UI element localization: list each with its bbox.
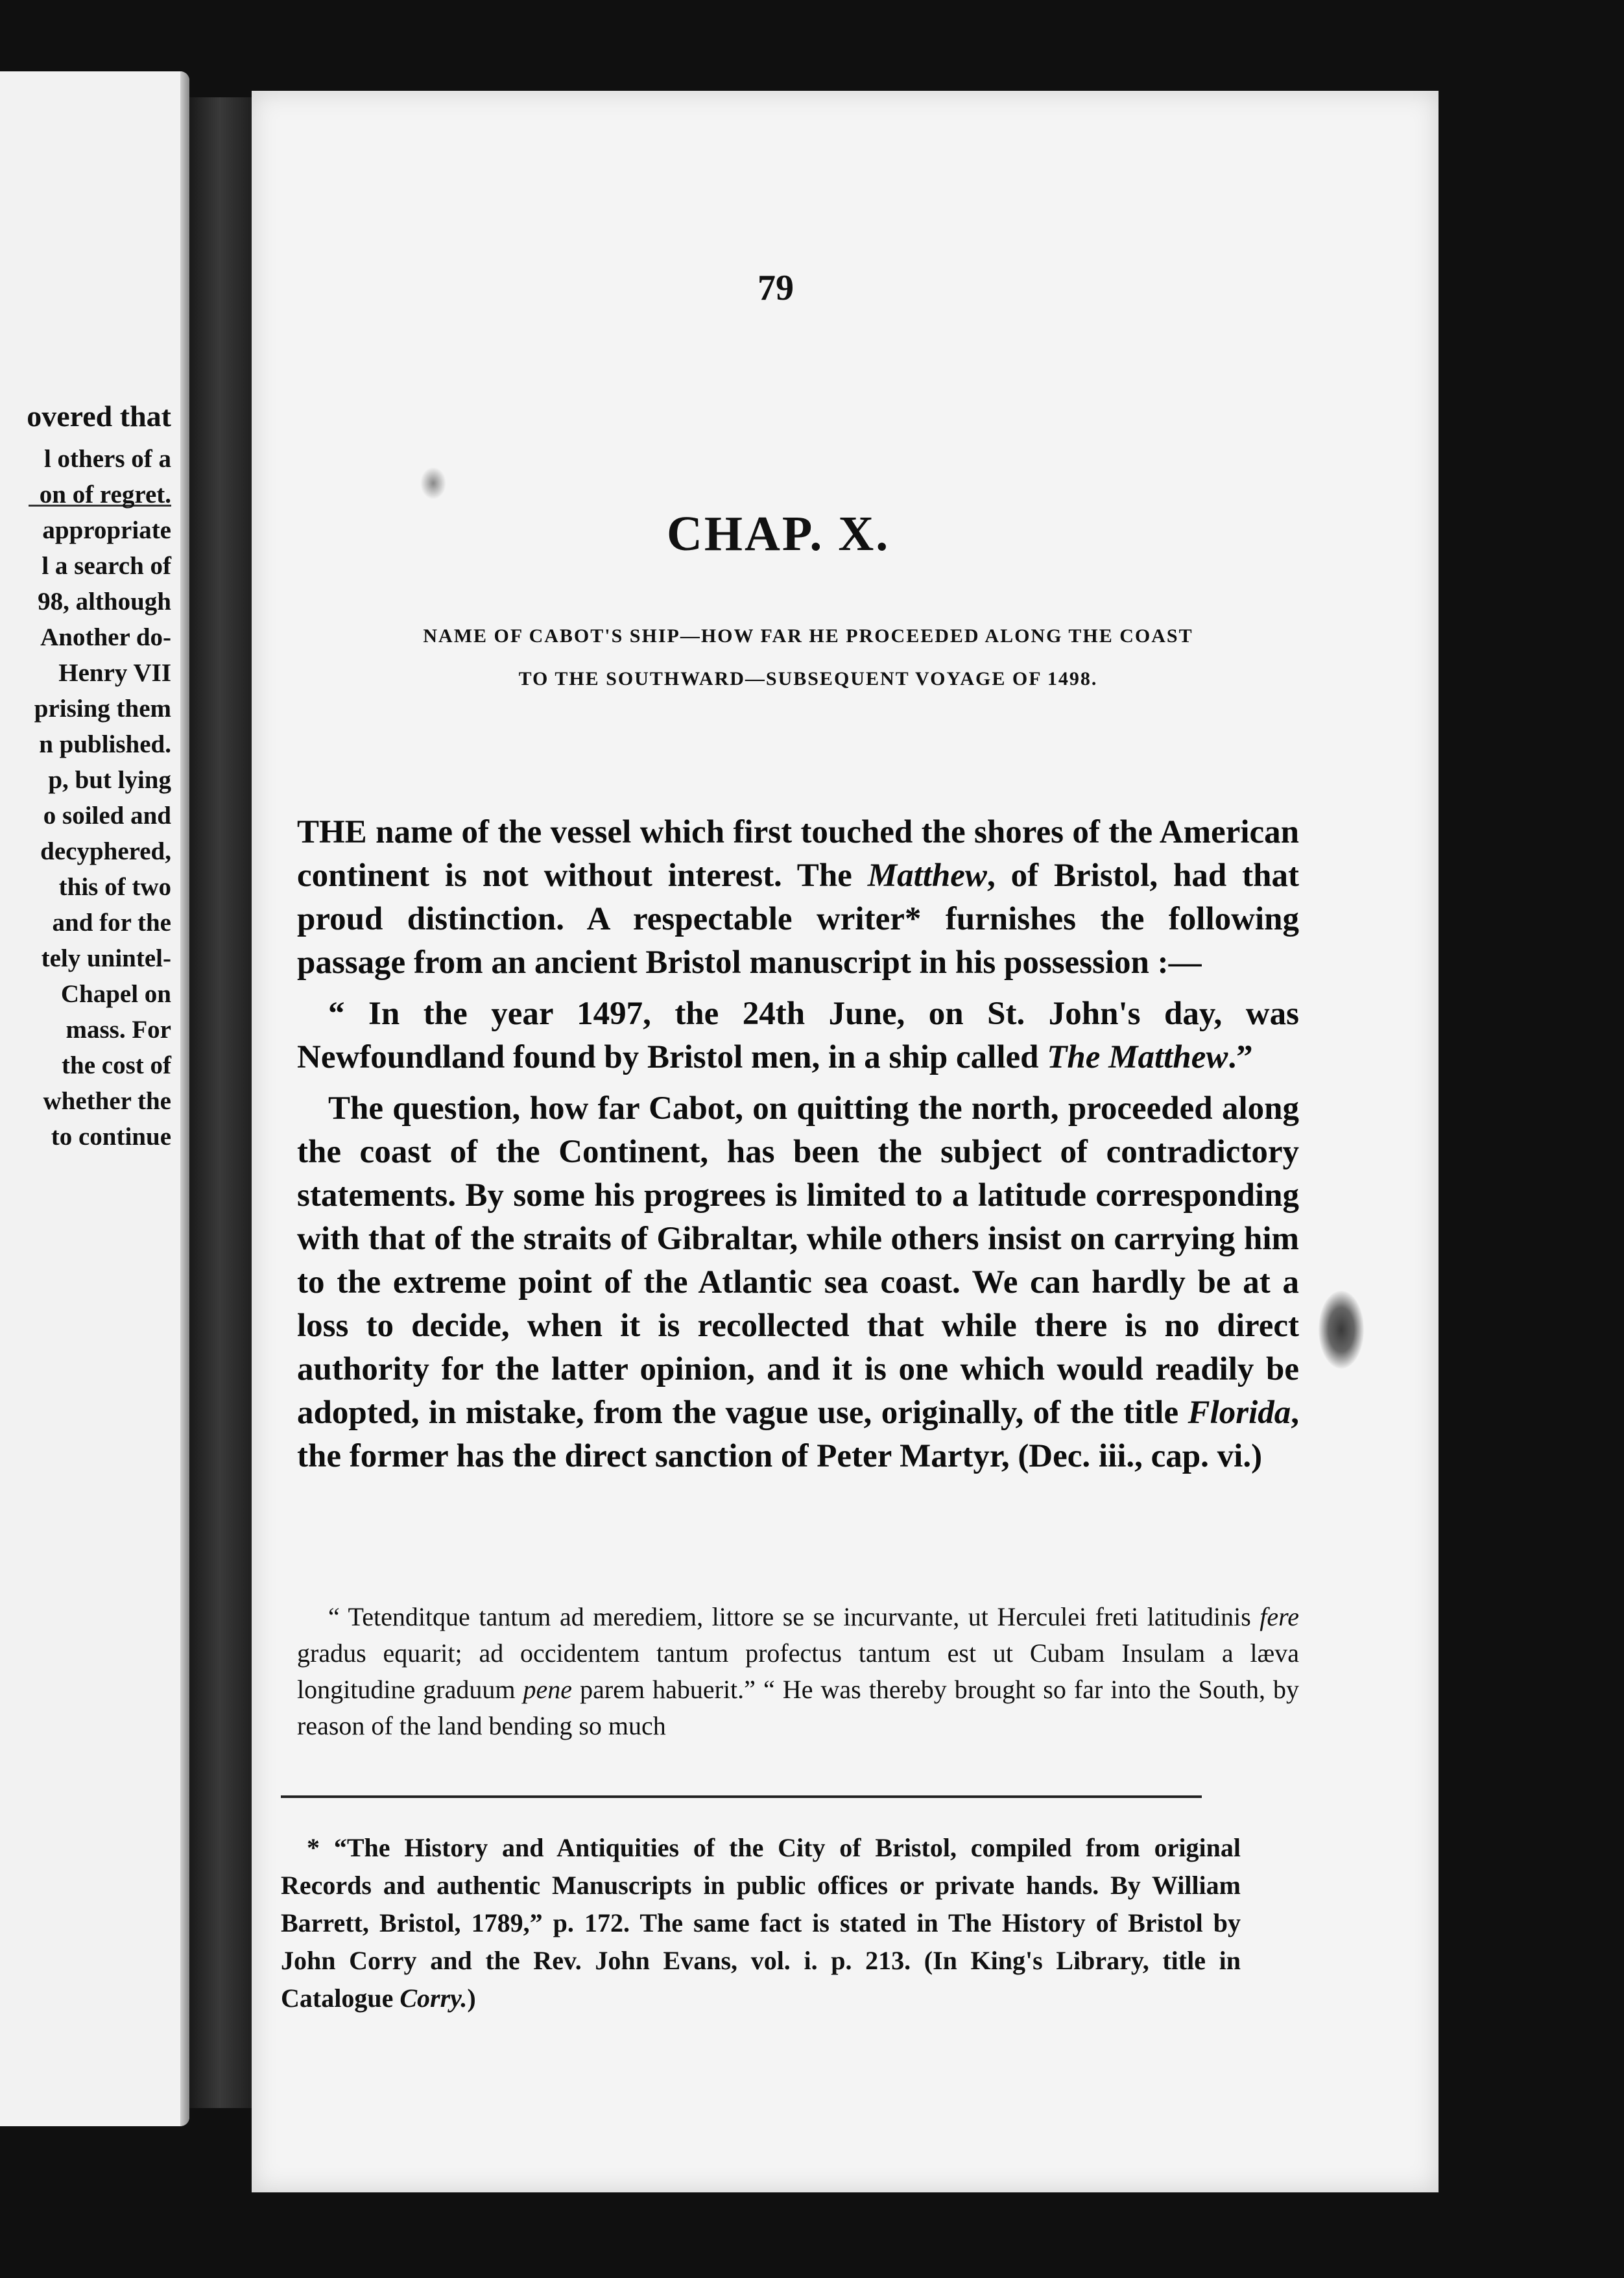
book-gutter (189, 97, 257, 2108)
ship-name: Matthew (867, 857, 987, 894)
latin-quotation (297, 1599, 1299, 1744)
place-name: Florida (1188, 1395, 1291, 1431)
left-line: p, but lying (48, 766, 171, 794)
chapter-title: CHAP. X. (667, 507, 890, 561)
left-line: mass. For (66, 1016, 171, 1044)
subtitle-line: NAME OF CABOT'S SHIP—HOW FAR HE PROCEEDED ALONG THE COAST (423, 625, 1193, 647)
ink-smudge (1319, 1291, 1364, 1369)
italic-word: fere (1260, 1602, 1299, 1631)
book-page (252, 91, 1439, 2192)
left-line: Chapel on (60, 980, 171, 1008)
left-line: the cost of (62, 1051, 171, 1079)
left-line: appropriate (42, 516, 171, 544)
text-run: parem habuerit.” “ He was thereby brought so far into the South, by reason of the land bending so much (297, 1675, 1299, 1740)
main-text (297, 811, 1299, 1478)
left-page-edge (180, 71, 189, 2126)
text-run: ) (467, 1984, 476, 2013)
ink-smudge (420, 467, 446, 499)
quotation (297, 992, 1299, 1079)
paragraph (297, 1599, 1299, 1744)
paragraph (297, 1087, 1299, 1478)
facing-page-left (0, 71, 189, 2126)
left-line: decyphered, (40, 837, 171, 865)
text-run: “ Tetenditque tantum ad merediem, littore se se incurvante, ut Herculei freti latitudinis (328, 1602, 1260, 1631)
footnote (281, 1829, 1241, 2017)
left-line: l a search of (42, 552, 171, 580)
ship-name: The Matthew (1047, 1039, 1228, 1075)
left-line: whether the (43, 1087, 171, 1115)
text-run: gradus equarit; ad occidentem tantum profectus tantum est ut Cubam Insulam a læva longitudine graduum (297, 1638, 1299, 1704)
left-line: n published. (39, 730, 171, 758)
left-page-text (0, 441, 171, 1155)
left-line: 98, although (38, 588, 171, 616)
left-line: l others of a (43, 445, 171, 473)
left-line: o soiled and (43, 802, 171, 830)
left-line: prising them (34, 695, 171, 723)
text-run: .” (1228, 1039, 1253, 1075)
left-page-heading-fragment: overed that (27, 400, 171, 433)
text-run: “ In the year 1497, the 24th June, on St. John's day, was Newfoundland found by Bristol men, in a ship called (297, 996, 1299, 1075)
italic-word: pene (523, 1675, 573, 1704)
paragraph (297, 811, 1299, 985)
left-line: and for the (52, 909, 171, 937)
left-line: on of regret. (39, 481, 171, 509)
text-run: * “The History and Antiquities of the City of Bristol, compiled from original Records and authentic Manuscripts in public offices or private hands. By William Barrett, Bristol, 1789,” p. 172. The same fact is stated in The History of Bristol by John Corry and the Rev. John Evans, vol. i. p. 213. (In King's Library, title in Catalogue (281, 1833, 1241, 2013)
text-run: The question, how far Cabot, on quitting the north, proceeded along the coast of the Continent, has been the subject of contradictory statements. By some his progrees is limited to a latitude corresponding with that of the straits of Gibraltar, while others insist on carrying him to the extreme point of the Atlantic sea coast. We can hardly be at a loss to decide, when it is recollected that while there is no direct authority for the latter opinion, and it is one which would readily be adopted, in mistake, from the vague use, originally, of the title (297, 1090, 1299, 1431)
text-run: THE name of the vessel which first touched the shores of the American continent is not without interest. The (297, 814, 1299, 894)
text-run: , of Bristol, had that proud distinction. A respectable writer* furnishes the following passage from an ancient Bristol manuscript in his possession :— (297, 857, 1299, 981)
page-number: 79 (758, 268, 794, 308)
footnote-rule (281, 1795, 1202, 1798)
left-line: Another do- (40, 623, 171, 651)
left-line: to continue (51, 1123, 171, 1151)
text-run: , the former has the direct sanction of Peter Martyr, (Dec. iii., cap. vi.) (297, 1395, 1299, 1474)
left-line: Henry VII (58, 659, 171, 687)
subtitle-line: TO THE SOUTHWARD—SUBSEQUENT VOYAGE OF 1498. (518, 668, 1098, 689)
chapter-subtitle (328, 615, 1288, 701)
catalogue-name: Corry. (400, 1984, 468, 2013)
left-line: this of two (58, 873, 171, 901)
left-line: tely unintel- (41, 944, 171, 972)
paragraph (281, 1829, 1241, 2017)
